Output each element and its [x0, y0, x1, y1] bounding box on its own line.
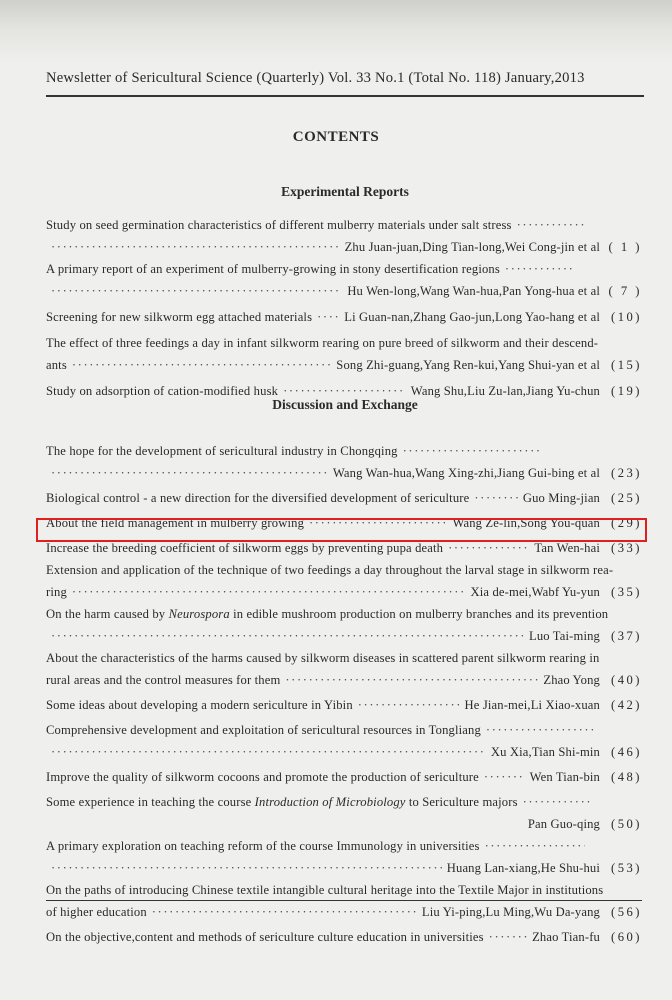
entry-authors: Zhu Juan-juan,Ding Tian-long,Wei Cong-jin et al: [344, 240, 600, 254]
journal-header: Newsletter of Sericultural Science (Quarterly) Vol. 33 No.1 (Total No. 118) January,2013: [46, 70, 585, 86]
entry-title: On the harm caused by Neurospora in edible mushroom production on mulberry branches and its prevention: [46, 607, 609, 621]
entry-title: Improve the quality of silkworm cocoons and promote the production of sericulture: [46, 770, 479, 784]
entry-title: Extension and application of the technique of two feedings a day throughout the larval stage in silkworm rea-: [46, 563, 614, 577]
toc-entry[interactable]: [46, 879, 642, 923]
entry-authors: Pan Guo-qing: [527, 817, 600, 831]
leader-dots: [474, 487, 517, 509]
entry-page: (19): [611, 384, 642, 398]
entry-title: Screening for new silkworm egg attached materials: [46, 310, 313, 324]
entry-title: A primary report of an experiment of mulberry-growing in stony desertification regions: [46, 262, 500, 276]
leader-dots: [484, 766, 525, 788]
entry-authors: Wang Wan-hua,Wang Xing-zhi,Jiang Gui-bing et al: [332, 466, 600, 480]
entry-authors: Zhao Tian-fu: [532, 930, 600, 944]
entry-page: (56): [611, 905, 642, 919]
toc-entry[interactable]: [46, 440, 642, 484]
entry-page: (37): [611, 629, 642, 643]
entry-page: ( 1 ): [608, 240, 642, 254]
entry-title: Some ideas about developing a modern sericulture in Yibin: [46, 698, 353, 712]
leader-dots: [51, 236, 340, 258]
section-title-discussion-and-exchange: Discussion and Exchange: [272, 397, 418, 412]
entry-page: (23): [611, 466, 642, 480]
entry-page: (29): [611, 516, 642, 530]
toc-list: [46, 214, 642, 948]
leader-dots: [485, 835, 585, 857]
toc-entry[interactable]: [46, 559, 642, 603]
toc-entry[interactable]: [46, 694, 642, 716]
entry-page: (33): [611, 541, 642, 555]
entry-title-continued: of higher education: [46, 905, 147, 919]
toc-entry[interactable]: [46, 647, 642, 691]
bottom-rule: [46, 900, 642, 901]
entry-title: The hope for the development of sericultural industry in Chongqing: [46, 444, 398, 458]
entry-title: Comprehensive development and exploitation of sericultural resources in Tongliang: [46, 723, 481, 737]
leader-dots: [358, 694, 460, 716]
toc-entry[interactable]: [46, 332, 642, 376]
highlight-box: [36, 518, 647, 542]
entry-page: (42): [611, 698, 642, 712]
leader-dots: [285, 669, 538, 691]
leader-dots: [51, 741, 486, 763]
toc-entry[interactable]: [46, 603, 642, 647]
leader-dots: [517, 214, 587, 236]
section-title-experimental-reports: Experimental Reports: [281, 184, 409, 199]
toc-entry[interactable]: [46, 306, 642, 328]
entry-authors: Wang Ze-lin,Song You-quan: [452, 516, 600, 530]
entry-title: About the characteristics of the harms caused by silkworm diseases in scattered parent silkworm rearing in: [46, 651, 600, 665]
leader-dots: [489, 926, 527, 948]
toc-entry[interactable]: [46, 926, 642, 948]
entry-authors: Zhao Yong: [543, 673, 600, 687]
entry-page: (48): [611, 770, 642, 784]
header-rule: [46, 95, 644, 97]
leader-dots: [403, 440, 543, 462]
entry-authors: Huang Lan-xiang,He Shu-hui: [446, 861, 600, 875]
leader-dots: [523, 791, 593, 813]
toc-entry[interactable]: [46, 487, 642, 509]
entry-title-continued: ants: [46, 358, 67, 372]
entry-authors: Li Guan-nan,Zhang Gao-jun,Long Yao-hang et al: [344, 310, 600, 324]
entry-page: (40): [611, 673, 642, 687]
entry-title: About the field management in mulberry growing: [46, 516, 305, 530]
toc-entry[interactable]: [46, 791, 642, 835]
entry-page: (35): [611, 585, 642, 599]
entry-authors: Hu Wen-long,Wang Wan-hua,Pan Yong-hua et al: [347, 284, 600, 298]
leader-dots: [486, 719, 596, 741]
contents-title: CONTENTS: [292, 129, 380, 145]
toc-entry[interactable]: [46, 719, 642, 763]
toc-entry[interactable]: [46, 258, 642, 302]
entry-title: Study on seed germination characteristics of different mulberry materials under salt stress: [46, 218, 512, 232]
leader-dots: [51, 462, 328, 484]
toc-entry[interactable]: [46, 766, 642, 788]
leader-dots: [72, 354, 331, 376]
entry-title: A primary exploration on teaching reform of the course Immunology in universities: [46, 839, 480, 853]
leader-dots: [152, 901, 417, 923]
leader-dots: [51, 280, 342, 302]
entry-title: On the paths of introducing Chinese textile intangible cultural heritage into the Textile Major in institutions: [46, 883, 604, 897]
entry-title: On the objective,content and methods of sericulture culture education in universities: [46, 930, 484, 944]
entry-authors: Guo Ming-jian: [522, 491, 600, 505]
leader-dots: [51, 857, 442, 879]
entry-authors: Luo Tai-ming: [529, 629, 600, 643]
entry-page: (46): [611, 745, 642, 759]
entry-title: Some experience in teaching the course Introduction of Microbiology to Sericulture majors: [46, 795, 518, 809]
entry-page: (15): [611, 358, 642, 372]
entry-title: Study on adsorption of cation-modified husk: [46, 384, 279, 398]
entry-authors: Xia de-mei,Wabf Yu-yun: [470, 585, 600, 599]
entry-page: ( 7 ): [608, 284, 642, 298]
entry-authors: Wang Shu,Liu Zu-lan,Jiang Yu-chun: [410, 384, 600, 398]
toc-entry[interactable]: [46, 835, 642, 879]
entry-title-continued: ring: [46, 585, 67, 599]
entry-title-continued: rural areas and the control measures for them: [46, 673, 281, 687]
leader-dots: [72, 581, 466, 603]
leader-dots: [505, 258, 575, 280]
entry-authors: Song Zhi-guang,Yang Ren-kui,Yang Shui-yan et al: [336, 358, 600, 372]
entry-title: Biological control - a new direction for the diversified development of sericulture: [46, 491, 470, 505]
entry-authors: Tan Wen-hai: [534, 541, 600, 555]
entry-authors: Xu Xia,Tian Shi-min: [490, 745, 600, 759]
entry-page: (53): [611, 861, 642, 875]
entry-title: Increase the breeding coefficient of silkworm eggs by preventing pupa death: [46, 541, 444, 555]
page-top-shadow: [0, 0, 672, 62]
entry-page: (50): [611, 817, 642, 831]
toc-entry[interactable]: [46, 214, 642, 258]
entry-authors: Liu Yi-ping,Lu Ming,Wu Da-yang: [421, 905, 600, 919]
entry-authors: Wen Tian-bin: [529, 770, 600, 784]
entry-page: (60): [611, 930, 642, 944]
leader-dots: [51, 625, 524, 647]
entry-title: The effect of three feedings a day in infant silkworm rearing on pure breed of silkworm and their descend-: [46, 336, 599, 350]
entry-page: (10): [611, 310, 642, 324]
leader-dots: [317, 306, 339, 328]
entry-page: (25): [611, 491, 642, 505]
entry-authors: He Jian-mei,Li Xiao-xuan: [464, 698, 600, 712]
